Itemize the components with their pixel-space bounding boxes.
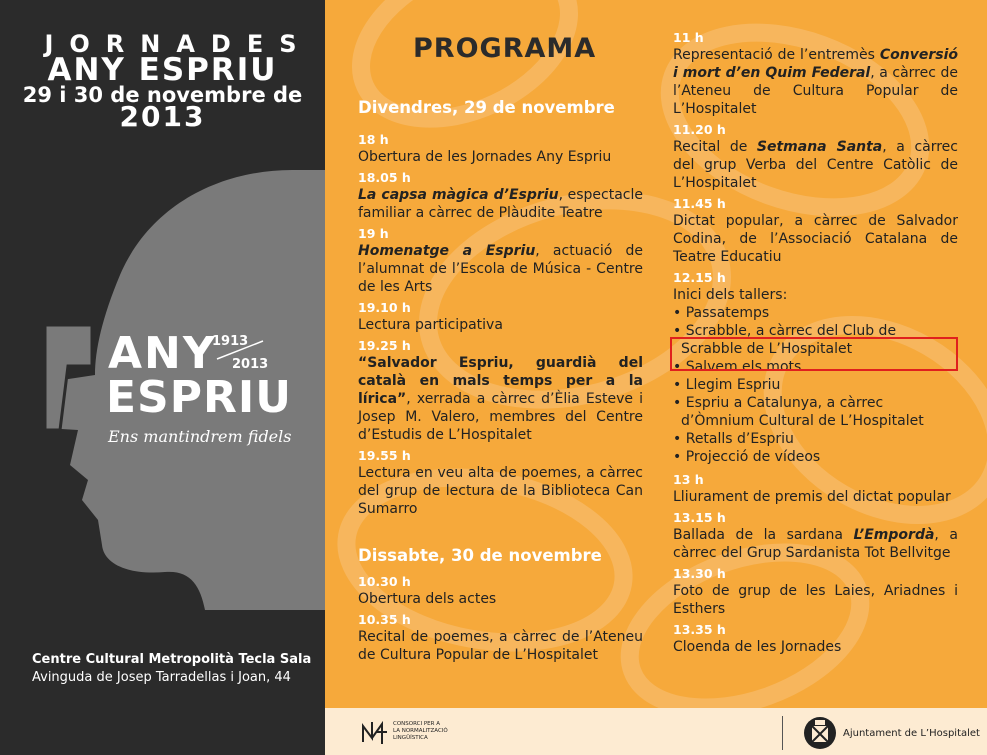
logo-year-start: 1913 [212,334,249,349]
event-description: Obertura de les Jornades Any Espriu [358,149,612,165]
event-title: Setmana Santa [756,139,883,155]
event-time: 13.30 h [673,566,726,581]
event-title: L’Empordà [853,527,935,543]
event-title: Conversió i mort d’en Quim Federal [673,47,958,81]
event-time: 13.35 h [673,622,726,637]
header-jornades: JORNADES [44,30,313,58]
list-item: • Llegim Espriu [673,377,781,393]
ajuntament-label: Ajuntament de L’Hospitalet [843,728,980,739]
header-any-espriu: ANY ESPRIU [47,52,278,88]
cover-panel [0,0,325,755]
logo-any: ANY [108,328,217,379]
workshop-list [673,304,958,466]
event-description: Dictat popular, a càrrec de Salvador Codina, de l’Associació Catalana de Teatre Educatiu [673,213,958,265]
event-time: 10.35 h [358,612,411,627]
sponsor-footer [325,708,987,755]
event-title: La capsa màgica d’Espriu [358,187,559,203]
event-time: 11.20 h [673,122,726,137]
cpnl-label-1: CONSORCI PER A [393,721,440,727]
list-item: • Salvem els mots [673,359,802,375]
cpnl-label-2: LA NORMALITZACIÓ [393,728,448,734]
list-item: • Projecció de vídeos [673,449,821,465]
event-description: Ballada de la sardana L’Empordà, a càrrec del Grup Sardanista Tot Bellvitge [673,527,959,561]
cpnl-label-3: LINGÜÍSTICA [393,735,428,741]
event-description: Representació de l’entremès Conversió i mort d’en Quim Federal, a càrrec de l’Ateneu de Cultura Popular de L’Hospitalet [673,47,958,117]
event-description: Obertura dels actes [358,591,497,607]
list-item: • Retalls d’Espriu [673,431,794,447]
event-description: “Salvador Espriu, guardià del català en mals temps per a la lírica”, xerrada a càrrec d’Èlia Esteve i Josep M. Valero, membres del Centre d’Estudis de L’Hospitalet [358,355,643,443]
event-title: “Salvador Espriu, guardià del català en mals temps per a la lírica” [358,355,643,407]
event-time: 12.15 h [673,270,726,285]
footer-divider [782,716,783,750]
event-time: 19 h [358,226,389,241]
list-item: • Passatemps [673,305,770,321]
venue-name: Centre Cultural Metropolità Tecla Sala [32,652,312,667]
ajuntament-crest-icon [803,716,837,750]
event-description: Lliurament de premis del dictat popular [673,489,951,505]
program-panel [325,0,987,755]
list-item-scrabble: • Scrabble, a càrrec del Club de Scrabble de L’Hospitalet [673,323,897,357]
event-description: Inici dels tallers: [673,287,788,303]
event-time: 18 h [358,132,389,147]
event-time: 13.15 h [673,510,726,525]
event-time: 19.25 h [358,338,411,353]
event-title: Homenatge a Espriu [358,243,536,259]
event-time: 10.30 h [358,574,411,589]
venue-address: Avinguda de Josep Tarradellas i Joan, 44 [32,670,291,685]
header-year: 2013 [119,100,206,133]
event-time: 19.55 h [358,448,411,463]
list-item: • Espriu a Catalunya, a càrrec d’Òmnium Cultural de L’Hospitalet [673,395,924,429]
event-time: 11.45 h [673,196,726,211]
event-time: 18.05 h [358,170,411,185]
program-column-friday [358,98,643,664]
day-heading-friday: Divendres, 29 de novembre [358,98,615,117]
event-description: Homenatge a Espriu, actuació de l’alumnat de l’Escola de Música - Centre de les Arts [358,243,643,295]
logo-year-end: 2013 [232,357,269,372]
event-description: Foto de grup de les Laies, Ariadnes i Esthers [673,583,958,617]
event-time: 13 h [673,472,704,487]
day-heading-saturday: Dissabte, 30 de novembre [358,546,602,565]
event-description: Recital de poemes, a càrrec de l’Ateneu de Cultura Popular de L’Hospitalet [358,629,643,663]
header-dates: 29 i 30 de novembre de [22,83,303,107]
event-time: 19.10 h [358,300,411,315]
event-description: Lectura en veu alta de poemes, a càrrec del grup de lectura de la Biblioteca Can Sumarro [358,465,643,517]
event-description: Recital de Setmana Santa, a càrrec del grup Verba del Centre Catòlic de L’Hospitalet [673,139,958,191]
highlight-box [670,337,958,371]
event-description: La capsa màgica d’Espriu, espectacle familiar a càrrec de Plàudite Teatre [358,187,643,221]
page-title: PROGRAMA [413,33,597,64]
logo-espriu: ESPRIU [106,372,292,423]
event-time: 11 h [673,30,704,45]
event-description: Lectura participativa [358,317,503,333]
cpnl-logo-icon [360,718,390,748]
event-description: Cloenda de les Jornades [673,639,842,655]
logo-motto: Ens mantindrem fidels [108,427,292,446]
